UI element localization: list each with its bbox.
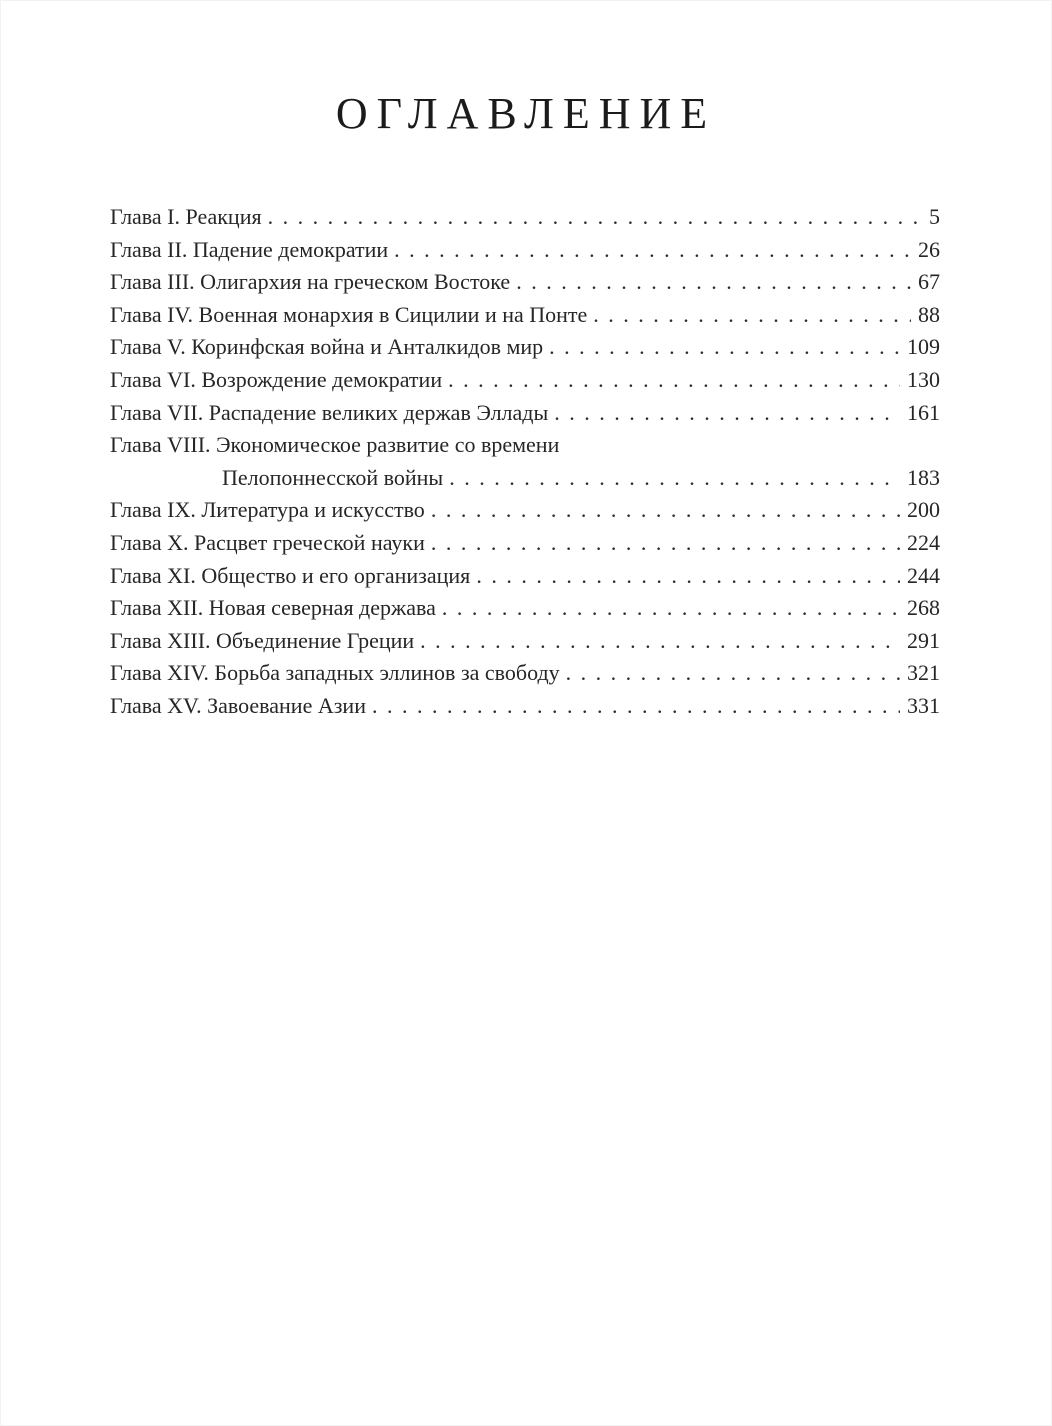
toc-entry xyxy=(110,527,940,560)
toc-entry-label: Глава VI. Возрождение демократии xyxy=(110,366,443,392)
toc-entry-label: Пелопоннесской войны xyxy=(222,464,444,490)
dot-leader xyxy=(394,234,911,267)
toc-entry xyxy=(110,266,940,299)
toc-entry-label: Глава X. Расцвет греческой науки xyxy=(110,529,425,555)
dot-leader xyxy=(431,527,900,560)
toc-entry-label: Глава IV. Военная монархия в Сицилии и на Понте xyxy=(110,301,588,327)
toc-entry-page: 5 xyxy=(929,204,940,229)
toc-entry xyxy=(110,234,940,267)
toc-entry-label: Глава VIII. Экономическое развитие со времени xyxy=(110,432,560,458)
toc-entry-label: Глава V. Коринфская война и Анталкидов мир xyxy=(110,334,544,360)
toc-entry-page: 88 xyxy=(918,301,940,327)
toc-entry-page: 321 xyxy=(907,660,940,686)
toc-entry xyxy=(110,690,940,723)
dot-leader xyxy=(549,331,900,364)
toc-entry-page: 200 xyxy=(907,497,940,523)
dot-leader xyxy=(593,299,911,332)
dot-leader xyxy=(420,625,900,658)
toc-entry-label: Глава VII. Распадение великих держав Эллады xyxy=(110,399,549,425)
toc-entry xyxy=(110,299,940,332)
toc-entry-page: 244 xyxy=(907,562,940,588)
toc-entry-label: Глава XV. Завоевание Азии xyxy=(110,692,366,718)
toc-entry xyxy=(110,397,940,430)
toc-entry-page: 161 xyxy=(907,399,940,425)
dot-leader xyxy=(442,592,900,625)
toc-entry-page: 331 xyxy=(907,692,940,718)
toc-entry xyxy=(110,625,940,658)
toc-entry-label: Глава II. Падение демократии xyxy=(110,236,389,262)
toc-entry-page: 268 xyxy=(907,595,940,621)
toc-list xyxy=(110,201,940,723)
dot-leader xyxy=(268,201,922,234)
toc-entry-label: Глава XIII. Объединение Греции xyxy=(110,627,415,653)
toc-entry-page: 291 xyxy=(907,627,940,653)
dot-leader xyxy=(449,462,900,495)
dot-leader xyxy=(372,690,900,723)
toc-entry-label: Глава XIV. Борьба западных эллинов за свободу xyxy=(110,660,560,686)
toc-entry-label: Глава I. Реакция xyxy=(110,204,262,229)
dot-leader xyxy=(516,266,911,299)
dot-leader xyxy=(476,560,900,593)
dot-leader xyxy=(448,364,900,397)
toc-entry xyxy=(110,560,940,593)
toc-entry-page: 130 xyxy=(907,366,940,392)
toc-entry-label: Глава XI. Общество и его организация xyxy=(110,562,471,588)
page-title: ОГЛАВЛЕНИЕ xyxy=(335,89,717,138)
toc-entry-page: 109 xyxy=(907,334,940,360)
dot-leader xyxy=(566,657,900,690)
toc-entry-label: Глава III. Олигархия на греческом Востоке xyxy=(110,269,511,295)
toc-entry xyxy=(110,592,940,625)
toc-entry-label: Глава IX. Литература и искусство xyxy=(110,497,425,523)
toc-entry-page: 67 xyxy=(918,269,940,295)
toc-entry-label: Глава XII. Новая северная держава xyxy=(110,595,436,621)
toc-entry-page: 26 xyxy=(918,236,940,262)
toc-entry xyxy=(110,429,940,462)
toc-entry xyxy=(110,364,940,397)
toc-entry xyxy=(110,494,940,527)
toc-entry xyxy=(110,462,940,495)
dot-leader xyxy=(431,494,900,527)
toc-entry-page: 224 xyxy=(907,529,940,555)
toc-entry xyxy=(110,331,940,364)
toc-entry xyxy=(110,657,940,690)
dot-leader xyxy=(554,397,900,430)
toc-entry xyxy=(110,201,940,234)
toc-entry-page: 183 xyxy=(907,464,940,490)
